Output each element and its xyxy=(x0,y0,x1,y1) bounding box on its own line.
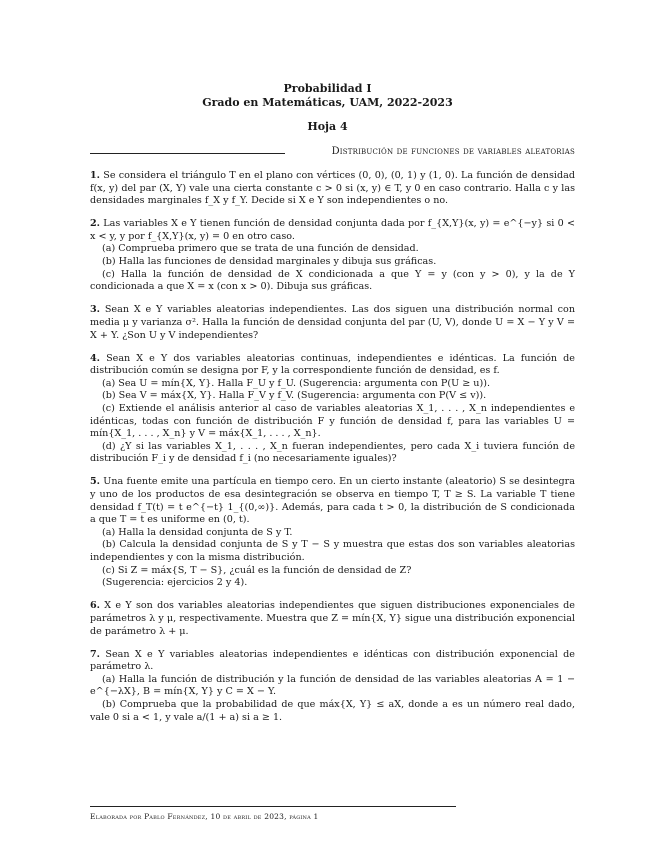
footer-note: Elaborada por Pablo Fernández, 10 de abril de 2023, página 1 xyxy=(90,812,319,821)
problem-number: 7. xyxy=(90,648,101,660)
problem-3 xyxy=(90,304,575,342)
problem-part: (b) Comprueba que la probabilidad de que máx{X, Y} ≤ aX, donde a es un número real dado, vale 0 si a < 1, y vale a/(1 + a) si a ≥ 1. xyxy=(90,698,575,723)
problem-number: 1. xyxy=(90,170,101,181)
problem-part: (b) Halla las funciones de densidad marginales y dibuja sus gráficas. xyxy=(102,256,437,268)
problem-list xyxy=(90,170,575,735)
problem-part: (a) Comprueba primero que se trata de una función de densidad. xyxy=(102,243,419,255)
problem-text: Sean X e Y dos variables aleatorias continuas, independientes e idénticas. La función de distribución común se designa por F, y la correspondiente función de densidad, es f. xyxy=(90,352,575,377)
problem-number: 4. xyxy=(90,352,101,364)
course-title: Probabilidad I xyxy=(283,82,372,95)
problem-6 xyxy=(90,600,575,638)
problem-part: (c) Extiende el análisis anterior al caso de variables aleatorias X_1, . . . , X_n independientes e idénticas, todas con función de distribución F y función de densidad f, para las variables U = mín{X_1, . . . , X_n} y V = máx{X_1, . . . , X_n}. xyxy=(90,403,575,440)
problem-number: 5. xyxy=(90,476,101,488)
problem-7 xyxy=(90,649,575,725)
section-title: Distribución de funciones de variables aleatorias xyxy=(331,146,575,157)
problem-part: (a) Sea U = mín{X, Y}. Halla F_U y f_U. (Sugerencia: argumenta con P(U ≥ u)). xyxy=(102,377,491,389)
problem-text: Sean X e Y variables aleatorias independientes. Las dos siguen una distribución normal con media μ y varianza σ². Halla la función de densidad conjunta del par (U, V), donde U = X − Y y V = X + Y. ¿Son U y V independientes? xyxy=(90,304,575,341)
problem-part: (c) Halla la función de densidad de X condicionada a que Y = y (con y > 0), y la de Y condicionada a que X = x (con x > 0). Dibuja sus gráficas. xyxy=(90,268,575,293)
problem-text: Se considera el triángulo T en el plano con vértices (0, 0), (0, 1) y (1, 0). La función de densidad f(x, y) del par (X, Y) vale una cierta constante c > 0 si (x, y) ∈ T, y 0 en caso contrario. Halla c y las densidades marginales f_X y f_Y. Decide si X e Y son independientes o no. xyxy=(90,170,575,207)
problem-part: (a) Halla la función de distribución y la función de densidad de las variables aleatorias A = 1 − e^{−λX}, B = mín{X, Y} y C = X − Y. xyxy=(90,673,575,698)
problem-part: (b) Sea V = máx{X, Y}. Halla F_V y f_V. (Sugerencia: argumenta con P(V ≤ v)). xyxy=(102,390,487,402)
problem-text: X e Y son dos variables aleatorias independientes que siguen distribuciones exponenciales de parámetros λ y μ, respectivamente. Muestra que Z = mín{X, Y} sigue una distribución exponencial de parámetro λ + μ. xyxy=(90,600,575,637)
problem-part: (d) ¿Y si las variables X_1, . . . , X_n fueran independientes, pero cada X_i tuviera función de distribución F_i y de densidad f_i (no necesariamente iguales)? xyxy=(90,440,575,465)
problem-part: (Sugerencia: ejercicios 2 y 4). xyxy=(102,577,248,589)
problem-text: Las variables X e Y tienen función de densidad conjunta dada por f_{X,Y}(x, y) = e^{−y} si 0 < x < y, y por f_{X,Y}(x, y) = 0 en otro caso. xyxy=(90,218,575,242)
problem-part: (c) Si Z = máx{S, T − S}, ¿cuál es la función de densidad de Z? xyxy=(102,564,412,576)
problem-part: (b) Calcula la densidad conjunta de S y T − S y muestra que estas dos son variables aleatorias independientes y con la misma distribución. xyxy=(90,539,575,564)
problem-text: Una fuente emite una partícula en tiempo cero. En un cierto instante (aleatorio) S se desintegra y uno de los productos de esa desintegración se observa en tiempo T, T ≥ S. La variable T tiene densidad f_T(t) = t e^{−t} 1_{(0,∞)}. Además, para cada t > 0, la distribución de S condicionada a que T = t es uniforme en (0, t). xyxy=(90,476,575,526)
section-rule xyxy=(90,153,285,154)
program-title: Grado en Matemáticas, UAM, 2022-2023 xyxy=(202,96,453,109)
sheet-title: Hoja 4 xyxy=(307,120,348,133)
problem-1 xyxy=(90,170,575,208)
problem-text: Sean X e Y variables aleatorias independientes e idénticas con distribución exponencial de parámetro λ. xyxy=(90,648,575,673)
problem-part: (a) Halla la densidad conjunta de S y T. xyxy=(102,526,293,538)
problem-number: 2. xyxy=(90,218,101,230)
problem-2 xyxy=(90,218,575,294)
problem-5 xyxy=(90,476,575,589)
problem-number: 6. xyxy=(90,600,101,612)
problem-4 xyxy=(90,353,575,466)
footer-rule xyxy=(90,806,456,807)
problem-number: 3. xyxy=(90,304,101,316)
